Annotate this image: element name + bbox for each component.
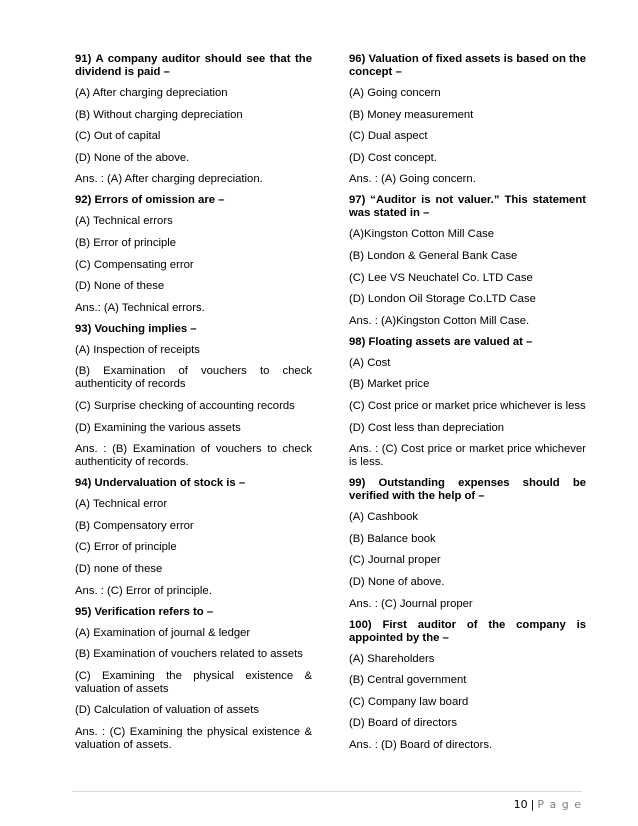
option-line: (D) None of above. [349, 575, 445, 588]
question-block [349, 53, 586, 186]
option-line: (B) Central government [349, 674, 467, 687]
question-title: 93) Vouching implies – [75, 322, 197, 335]
option-line: (A) After charging depreciation [75, 87, 228, 99]
page-footer [514, 798, 582, 811]
option-line: (D) none of these [75, 562, 163, 575]
question-title: 91) A company auditor should see that the dividend is paid – [75, 53, 312, 78]
page-number: 10 [513, 798, 528, 811]
option-line: (B) London & General Bank Case [349, 249, 518, 262]
answer-line: Ans. : (B) Examination of vouchers to check authenticity of records. [75, 443, 312, 469]
answer-line: Ans. : (C) Cost price or market price whichever is less. [349, 443, 586, 469]
answer-line: Ans. : (A) After charging depreciation. [75, 173, 263, 186]
answer-line: Ans. : (C) Journal proper [349, 597, 473, 610]
question-title: 95) Verification refers to – [75, 605, 214, 618]
answer-line: Ans. : (D) Board of directors. [349, 738, 493, 751]
option-line: (A)Kingston Cotton Mill Case [349, 228, 495, 241]
option-line: (C) Out of capital [75, 130, 161, 143]
question-block [75, 606, 312, 752]
option-line: (C) Error of principle [75, 541, 177, 554]
option-line: (D) Examining the various assets [75, 421, 241, 434]
question-block [75, 323, 312, 469]
question-title: 94) Undervaluation of stock is – [75, 477, 246, 490]
option-line: (B) Market price [349, 378, 430, 391]
option-line: (A) Technical errors [75, 215, 173, 228]
option-line: (D) None of the above. [75, 151, 190, 164]
answer-line: Ans. : (A)Kingston Cotton Mill Case. [349, 314, 530, 327]
answer-line: Ans. : (C) Examining the physical existence & valuation of assets. [75, 725, 312, 751]
question-title: 99) Outstanding expenses should be verified with the help of – [349, 477, 586, 503]
option-line: (A) Shareholders [349, 652, 435, 665]
option-line: (A) Cashbook [349, 511, 419, 524]
option-line: (A) Inspection of receipts [75, 343, 200, 356]
option-line: (B) Examination of vouchers related to assets [75, 648, 303, 661]
question-block [349, 194, 586, 327]
option-line: (A) Cost [349, 356, 391, 369]
option-line: (B) Compensatory error [75, 519, 194, 532]
option-line: (D) Cost concept. [349, 151, 437, 164]
right-column [349, 53, 586, 760]
option-line: (B) Money measurement [349, 108, 474, 121]
footer-separator: | [530, 798, 535, 811]
question-block [75, 477, 312, 597]
question-title: 96) Valuation of fixed assets is based on the concept – [349, 53, 586, 78]
option-line: (D) Calculation of valuation of assets [75, 704, 259, 717]
question-block [349, 477, 586, 610]
footer-divider [72, 791, 582, 792]
option-line: (B) Examination of vouchers to check authenticity of records [75, 365, 312, 391]
option-line: (C) Compensating error [75, 258, 194, 271]
answer-line: Ans. : (C) Error of principle. [75, 584, 212, 597]
option-line: (D) Cost less than depreciation [349, 421, 505, 434]
question-title: 98) Floating assets are valued at – [349, 335, 533, 348]
question-block [349, 619, 586, 752]
option-line: (D) Board of directors [349, 717, 457, 730]
question-block [75, 53, 312, 186]
left-column [75, 53, 312, 760]
question-title: 92) Errors of omission are – [75, 194, 225, 207]
option-line: (C) Examining the physical existence & valuation of assets [75, 669, 312, 695]
answer-line: Ans.: (A) Technical errors. [75, 301, 205, 314]
option-line: (D) None of these [75, 280, 165, 293]
option-line: (D) London Oil Storage Co.LTD Case [349, 293, 536, 306]
option-line: (C) Dual aspect [349, 130, 428, 143]
question-block [349, 336, 586, 469]
question-title: 97) “Auditor is not valuer.” This statement was stated in – [349, 194, 586, 220]
question-title: 100) First auditor of the company is appointed by the – [349, 618, 586, 644]
option-line: (B) Error of principle [75, 236, 177, 249]
option-line: (A) Going concern [349, 87, 441, 99]
option-line: (B) Without charging depreciation [75, 108, 243, 121]
option-line: (C) Surprise checking of accounting records [75, 399, 295, 412]
question-block [75, 194, 312, 314]
option-line: (C) Lee VS Neuchatel Co. LTD Case [349, 271, 533, 284]
option-line: (A) Technical error [75, 498, 168, 511]
page-label: P a g e [537, 798, 582, 811]
option-line: (C) Company law board [349, 695, 469, 708]
answer-line: Ans. : (A) Going concern. [349, 173, 476, 186]
option-line: (A) Examination of journal & ledger [75, 626, 251, 639]
option-line: (B) Balance book [349, 532, 436, 545]
option-line: (C) Cost price or market price whichever is less [349, 399, 586, 412]
option-line: (C) Journal proper [349, 554, 441, 567]
